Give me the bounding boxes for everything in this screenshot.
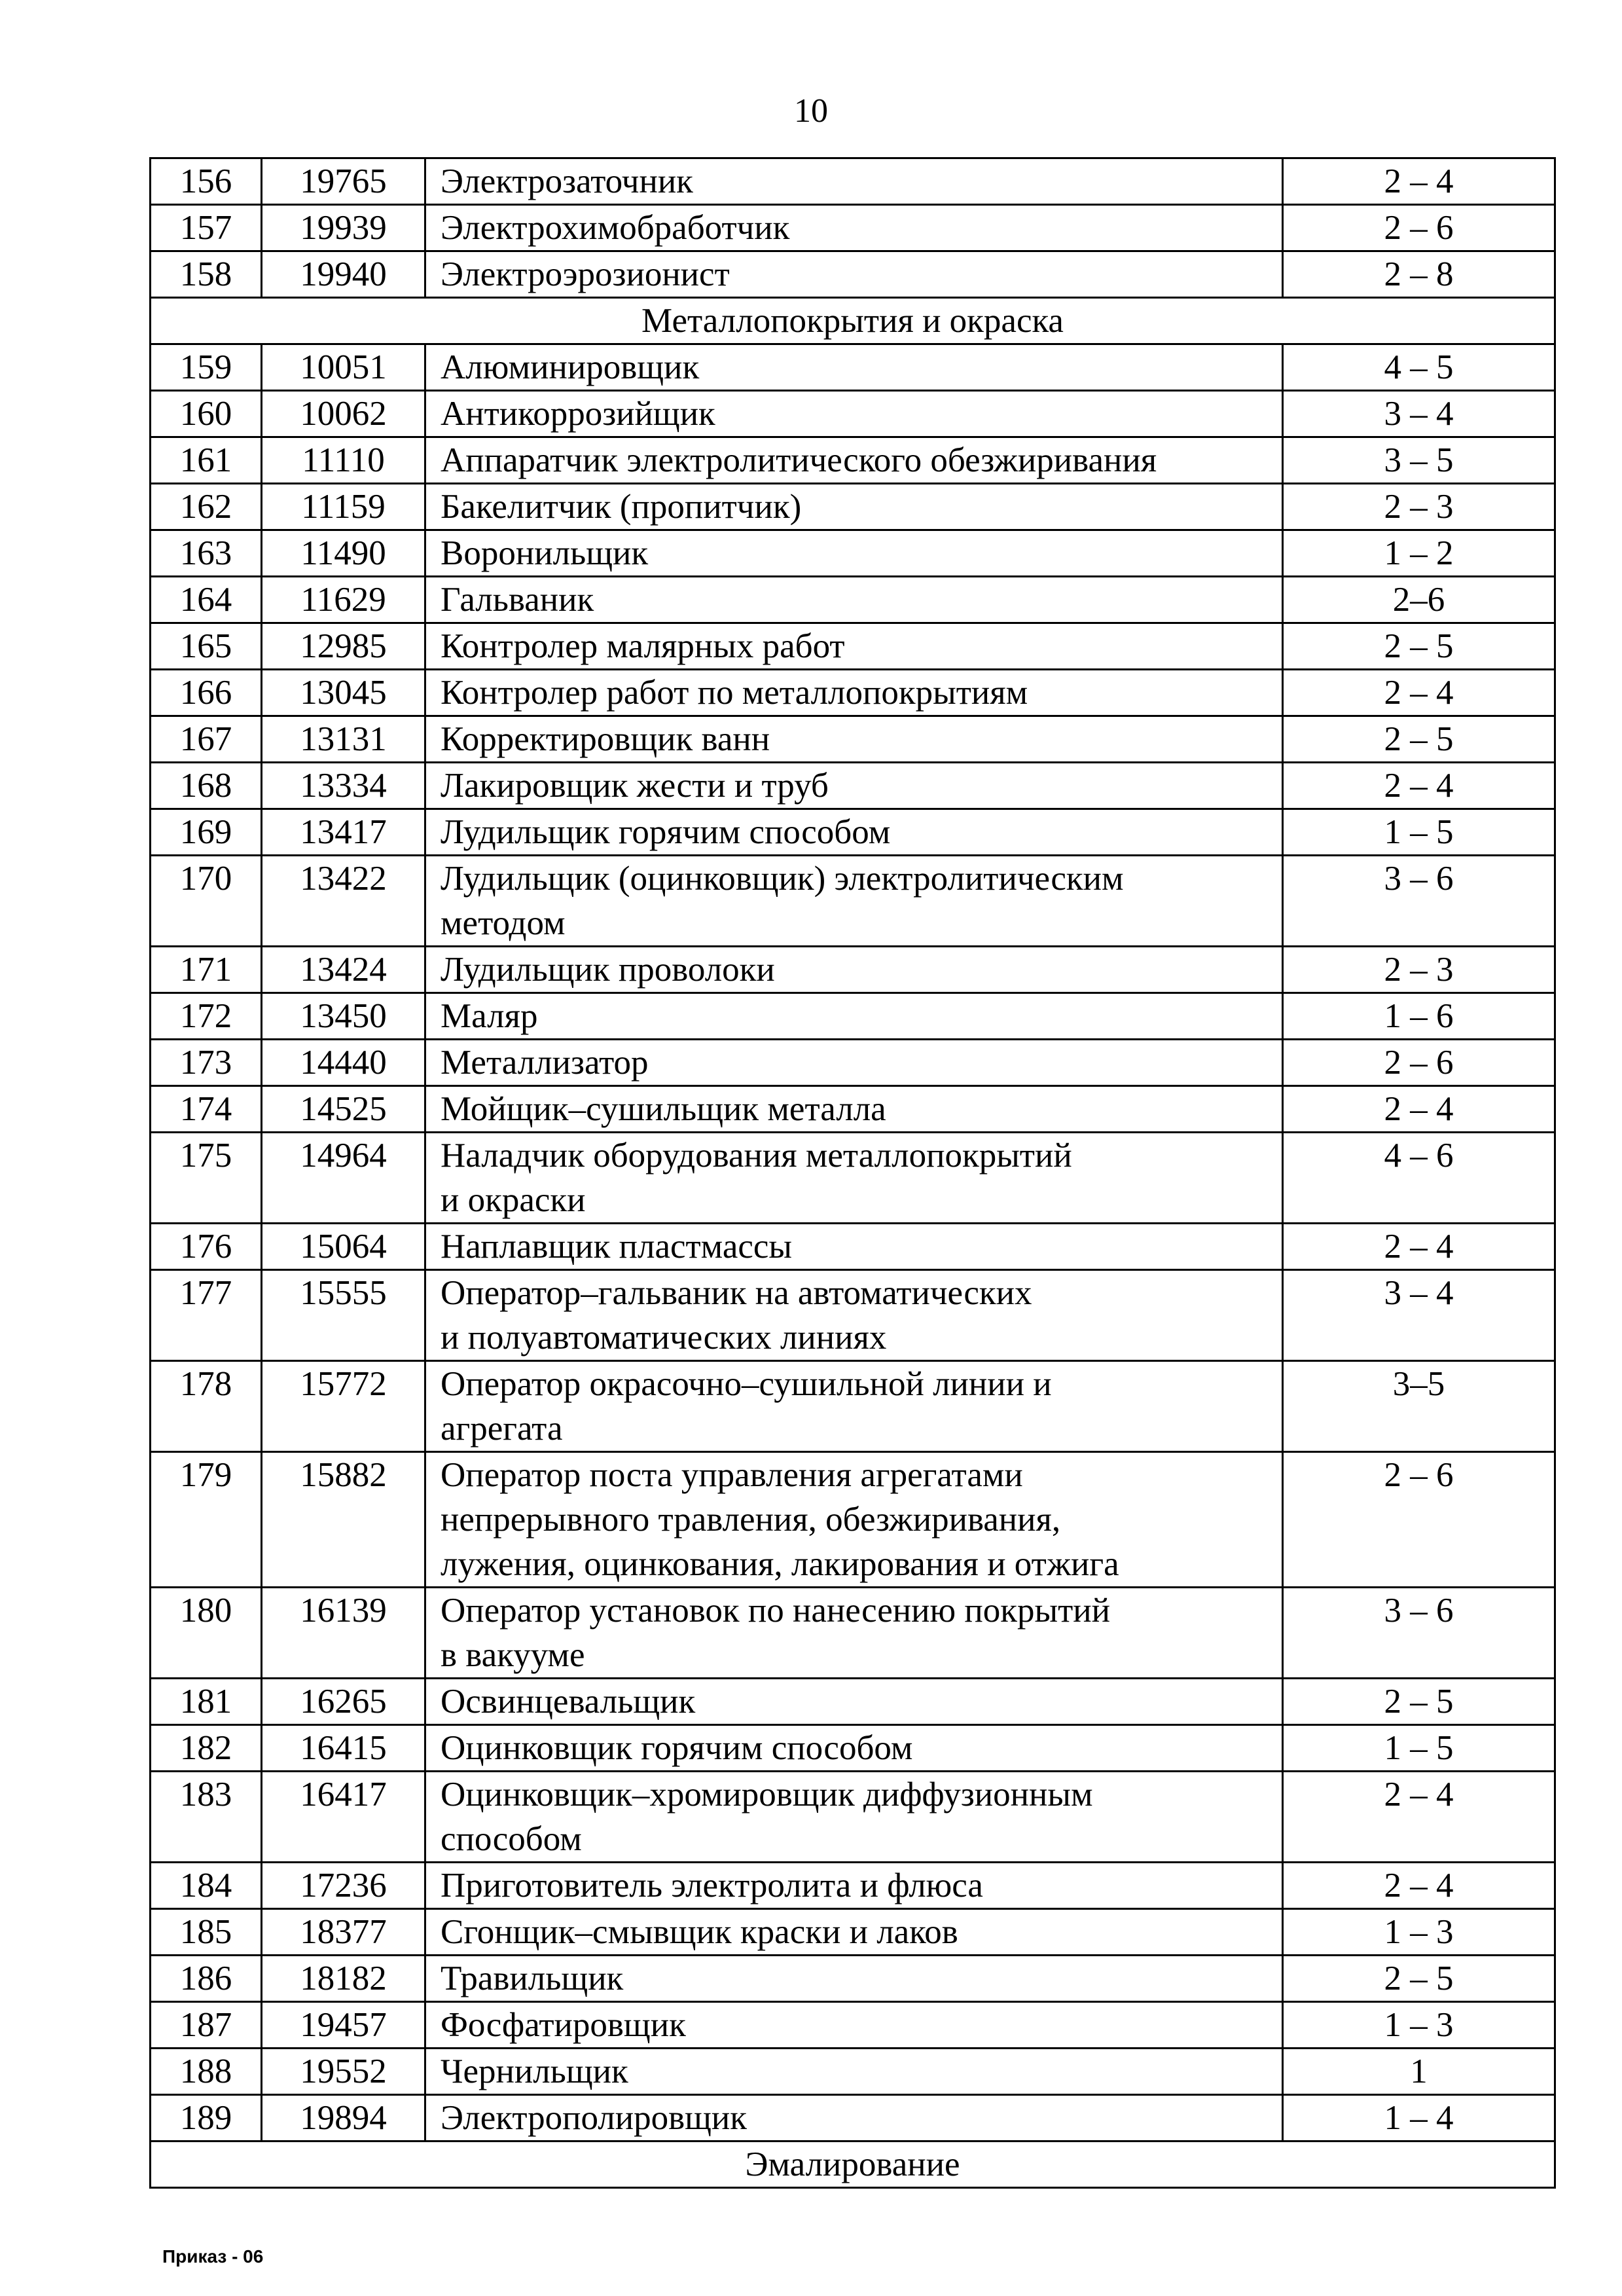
profession-code: 16139 [262, 1588, 425, 1679]
profession-code: 15882 [262, 1452, 425, 1588]
grade-range: 1 – 4 [1283, 2095, 1555, 2141]
profession-code: 11490 [262, 530, 425, 577]
table-row [151, 1725, 1555, 1772]
table-row [151, 2049, 1555, 2095]
row-number: 168 [151, 763, 262, 809]
table-row [151, 1588, 1555, 1679]
profession-code: 13045 [262, 670, 425, 716]
table-row [151, 947, 1555, 993]
grade-range: 4 – 5 [1283, 344, 1555, 391]
profession-code: 15064 [262, 1224, 425, 1270]
profession-name: Контролер работ по металлопокрытиям [425, 670, 1283, 716]
section-header-row [151, 2141, 1555, 2188]
profession-code: 19894 [262, 2095, 425, 2141]
grade-range: 1 – 3 [1283, 1909, 1555, 1956]
profession-code: 15555 [262, 1270, 425, 1361]
table-row [151, 716, 1555, 763]
profession-name: Чернильщик [425, 2049, 1283, 2095]
profession-name: Алюминировщик [425, 344, 1283, 391]
profession-code: 14440 [262, 1040, 425, 1086]
table-row [151, 1040, 1555, 1086]
profession-name: Наплавщик пластмассы [425, 1224, 1283, 1270]
profession-name: Оцинковщик–хромировщик диффузионным способом [425, 1772, 1283, 1863]
row-number: 156 [151, 158, 262, 205]
profession-name: Лакировщик жести и труб [425, 763, 1283, 809]
grade-range: 1 – 2 [1283, 530, 1555, 577]
grade-range: 1 – 6 [1283, 993, 1555, 1040]
profession-name: Маляр [425, 993, 1283, 1040]
grade-range: 2 – 6 [1283, 1040, 1555, 1086]
grade-range: 3 – 6 [1283, 856, 1555, 947]
page-number: 10 [794, 92, 828, 130]
row-number: 179 [151, 1452, 262, 1588]
profession-code: 18182 [262, 1956, 425, 2002]
profession-name: Контролер малярных работ [425, 623, 1283, 670]
row-number: 164 [151, 577, 262, 623]
profession-name: Воронильщик [425, 530, 1283, 577]
row-number: 161 [151, 437, 262, 484]
table-row [151, 623, 1555, 670]
table-row [151, 2002, 1555, 2049]
profession-code: 13424 [262, 947, 425, 993]
grade-range: 2 – 4 [1283, 1086, 1555, 1133]
grade-range: 2 – 4 [1283, 670, 1555, 716]
table-row [151, 530, 1555, 577]
row-number: 170 [151, 856, 262, 947]
profession-name: Аппаратчик электролитического обезжиривания [425, 437, 1283, 484]
profession-name: Фосфатировщик [425, 2002, 1283, 2049]
profession-name: Корректировщик ванн [425, 716, 1283, 763]
profession-code: 16265 [262, 1679, 425, 1725]
grade-range: 2 – 4 [1283, 1772, 1555, 1863]
grade-range: 2 – 5 [1283, 1679, 1555, 1725]
table-row [151, 1956, 1555, 2002]
table-row [151, 1909, 1555, 1956]
row-number: 163 [151, 530, 262, 577]
row-number: 172 [151, 993, 262, 1040]
row-number: 159 [151, 344, 262, 391]
row-number: 158 [151, 251, 262, 298]
grade-range: 1 – 3 [1283, 2002, 1555, 2049]
profession-code: 13131 [262, 716, 425, 763]
profession-code: 17236 [262, 1863, 425, 1909]
profession-name: Оператор–гальваник на автоматических и полуавтоматических линиях [425, 1270, 1283, 1361]
row-number: 171 [151, 947, 262, 993]
profession-code: 19765 [262, 158, 425, 205]
table-row [151, 251, 1555, 298]
grade-range: 3 – 4 [1283, 1270, 1555, 1361]
table-row [151, 391, 1555, 437]
profession-code: 19552 [262, 2049, 425, 2095]
profession-code: 19939 [262, 205, 425, 251]
row-number: 177 [151, 1270, 262, 1361]
row-number: 169 [151, 809, 262, 856]
table-row [151, 1224, 1555, 1270]
profession-code: 19457 [262, 2002, 425, 2049]
row-number: 167 [151, 716, 262, 763]
table-row [151, 1361, 1555, 1452]
grade-range: 2 – 3 [1283, 484, 1555, 530]
profession-code: 18377 [262, 1909, 425, 1956]
profession-code: 10051 [262, 344, 425, 391]
row-number: 182 [151, 1725, 262, 1772]
row-number: 180 [151, 1588, 262, 1679]
row-number: 176 [151, 1224, 262, 1270]
profession-code: 14964 [262, 1133, 425, 1224]
row-number: 181 [151, 1679, 262, 1725]
row-number: 178 [151, 1361, 262, 1452]
table-row [151, 1863, 1555, 1909]
profession-name: Электроэрозионист [425, 251, 1283, 298]
grade-range: 2–6 [1283, 577, 1555, 623]
profession-code: 16415 [262, 1725, 425, 1772]
grade-range: 2 – 4 [1283, 763, 1555, 809]
profession-code: 11629 [262, 577, 425, 623]
profession-name: Оператор установок по нанесению покрытий в вакууме [425, 1588, 1283, 1679]
grade-range: 3 – 4 [1283, 391, 1555, 437]
profession-name: Освинцевальщик [425, 1679, 1283, 1725]
profession-name: Травильщик [425, 1956, 1283, 2002]
grade-range: 2 – 4 [1283, 1863, 1555, 1909]
profession-name: Оператор поста управления агрегатами непрерывного травления, обезжиривания, лужения, оцинкования, лакирования и отжига [425, 1452, 1283, 1588]
profession-name: Гальваник [425, 577, 1283, 623]
table-row [151, 158, 1555, 205]
profession-code: 13422 [262, 856, 425, 947]
row-number: 189 [151, 2095, 262, 2141]
profession-code: 11110 [262, 437, 425, 484]
table-row [151, 670, 1555, 716]
grade-range: 2 – 6 [1283, 1452, 1555, 1588]
grade-range: 2 – 5 [1283, 623, 1555, 670]
profession-code: 13450 [262, 993, 425, 1040]
table-row [151, 437, 1555, 484]
grade-range: 2 – 3 [1283, 947, 1555, 993]
row-number: 185 [151, 1909, 262, 1956]
grade-range: 3 – 5 [1283, 437, 1555, 484]
profession-name: Электрополировщик [425, 2095, 1283, 2141]
grade-range: 2 – 8 [1283, 251, 1555, 298]
section-header-row [151, 298, 1555, 344]
grade-range: 2 – 4 [1283, 158, 1555, 205]
section-title: Эмалирование [151, 2141, 1555, 2188]
profession-name: Электрозаточник [425, 158, 1283, 205]
profession-name: Приготовитель электролита и флюса [425, 1863, 1283, 1909]
table-row [151, 1452, 1555, 1588]
table-row [151, 763, 1555, 809]
grade-range: 4 – 6 [1283, 1133, 1555, 1224]
row-number: 187 [151, 2002, 262, 2049]
profession-name: Сгонщик–смывщик краски и лаков [425, 1909, 1283, 1956]
table-row [151, 344, 1555, 391]
profession-code: 10062 [262, 391, 425, 437]
profession-code: 14525 [262, 1086, 425, 1133]
profession-name: Бакелитчик (пропитчик) [425, 484, 1283, 530]
grade-range: 2 – 6 [1283, 205, 1555, 251]
table-row [151, 205, 1555, 251]
row-number: 184 [151, 1863, 262, 1909]
table-row [151, 1086, 1555, 1133]
table-row [151, 1772, 1555, 1863]
section-title: Металлопокрытия и окраска [151, 298, 1555, 344]
table-row [151, 856, 1555, 947]
table-row [151, 993, 1555, 1040]
row-number: 166 [151, 670, 262, 716]
profession-name: Лудильщик горячим способом [425, 809, 1283, 856]
profession-name: Электрохимобработчик [425, 205, 1283, 251]
profession-table [149, 157, 1556, 2189]
table-row [151, 1270, 1555, 1361]
table-row [151, 2095, 1555, 2141]
profession-code: 11159 [262, 484, 425, 530]
profession-name: Антикоррозийщик [425, 391, 1283, 437]
row-number: 157 [151, 205, 262, 251]
grade-range: 1 [1283, 2049, 1555, 2095]
profession-code: 12985 [262, 623, 425, 670]
profession-code: 13417 [262, 809, 425, 856]
row-number: 160 [151, 391, 262, 437]
profession-name: Лудильщик проволоки [425, 947, 1283, 993]
grade-range: 3 – 6 [1283, 1588, 1555, 1679]
profession-code: 16417 [262, 1772, 425, 1863]
row-number: 165 [151, 623, 262, 670]
table-row [151, 809, 1555, 856]
profession-table-body [151, 158, 1555, 2188]
grade-range: 1 – 5 [1283, 809, 1555, 856]
table-row [151, 577, 1555, 623]
table-row [151, 484, 1555, 530]
footer-label: Приказ - 06 [162, 2246, 264, 2267]
grade-range: 3–5 [1283, 1361, 1555, 1452]
table-row [151, 1679, 1555, 1725]
row-number: 186 [151, 1956, 262, 2002]
profession-name: Лудильщик (оцинковщик) электролитическим методом [425, 856, 1283, 947]
profession-name: Мойщик–сушильщик металла [425, 1086, 1283, 1133]
profession-code: 13334 [262, 763, 425, 809]
grade-range: 2 – 5 [1283, 1956, 1555, 2002]
profession-name: Оператор окрасочно–сушильной линии и агрегата [425, 1361, 1283, 1452]
profession-name: Наладчик оборудования металлопокрытий и окраски [425, 1133, 1283, 1224]
row-number: 162 [151, 484, 262, 530]
grade-range: 1 – 5 [1283, 1725, 1555, 1772]
row-number: 188 [151, 2049, 262, 2095]
grade-range: 2 – 4 [1283, 1224, 1555, 1270]
table-row [151, 1133, 1555, 1224]
row-number: 175 [151, 1133, 262, 1224]
grade-range: 2 – 5 [1283, 716, 1555, 763]
profession-code: 15772 [262, 1361, 425, 1452]
profession-name: Металлизатор [425, 1040, 1283, 1086]
row-number: 174 [151, 1086, 262, 1133]
profession-code: 19940 [262, 251, 425, 298]
profession-name: Оцинковщик горячим способом [425, 1725, 1283, 1772]
row-number: 183 [151, 1772, 262, 1863]
row-number: 173 [151, 1040, 262, 1086]
